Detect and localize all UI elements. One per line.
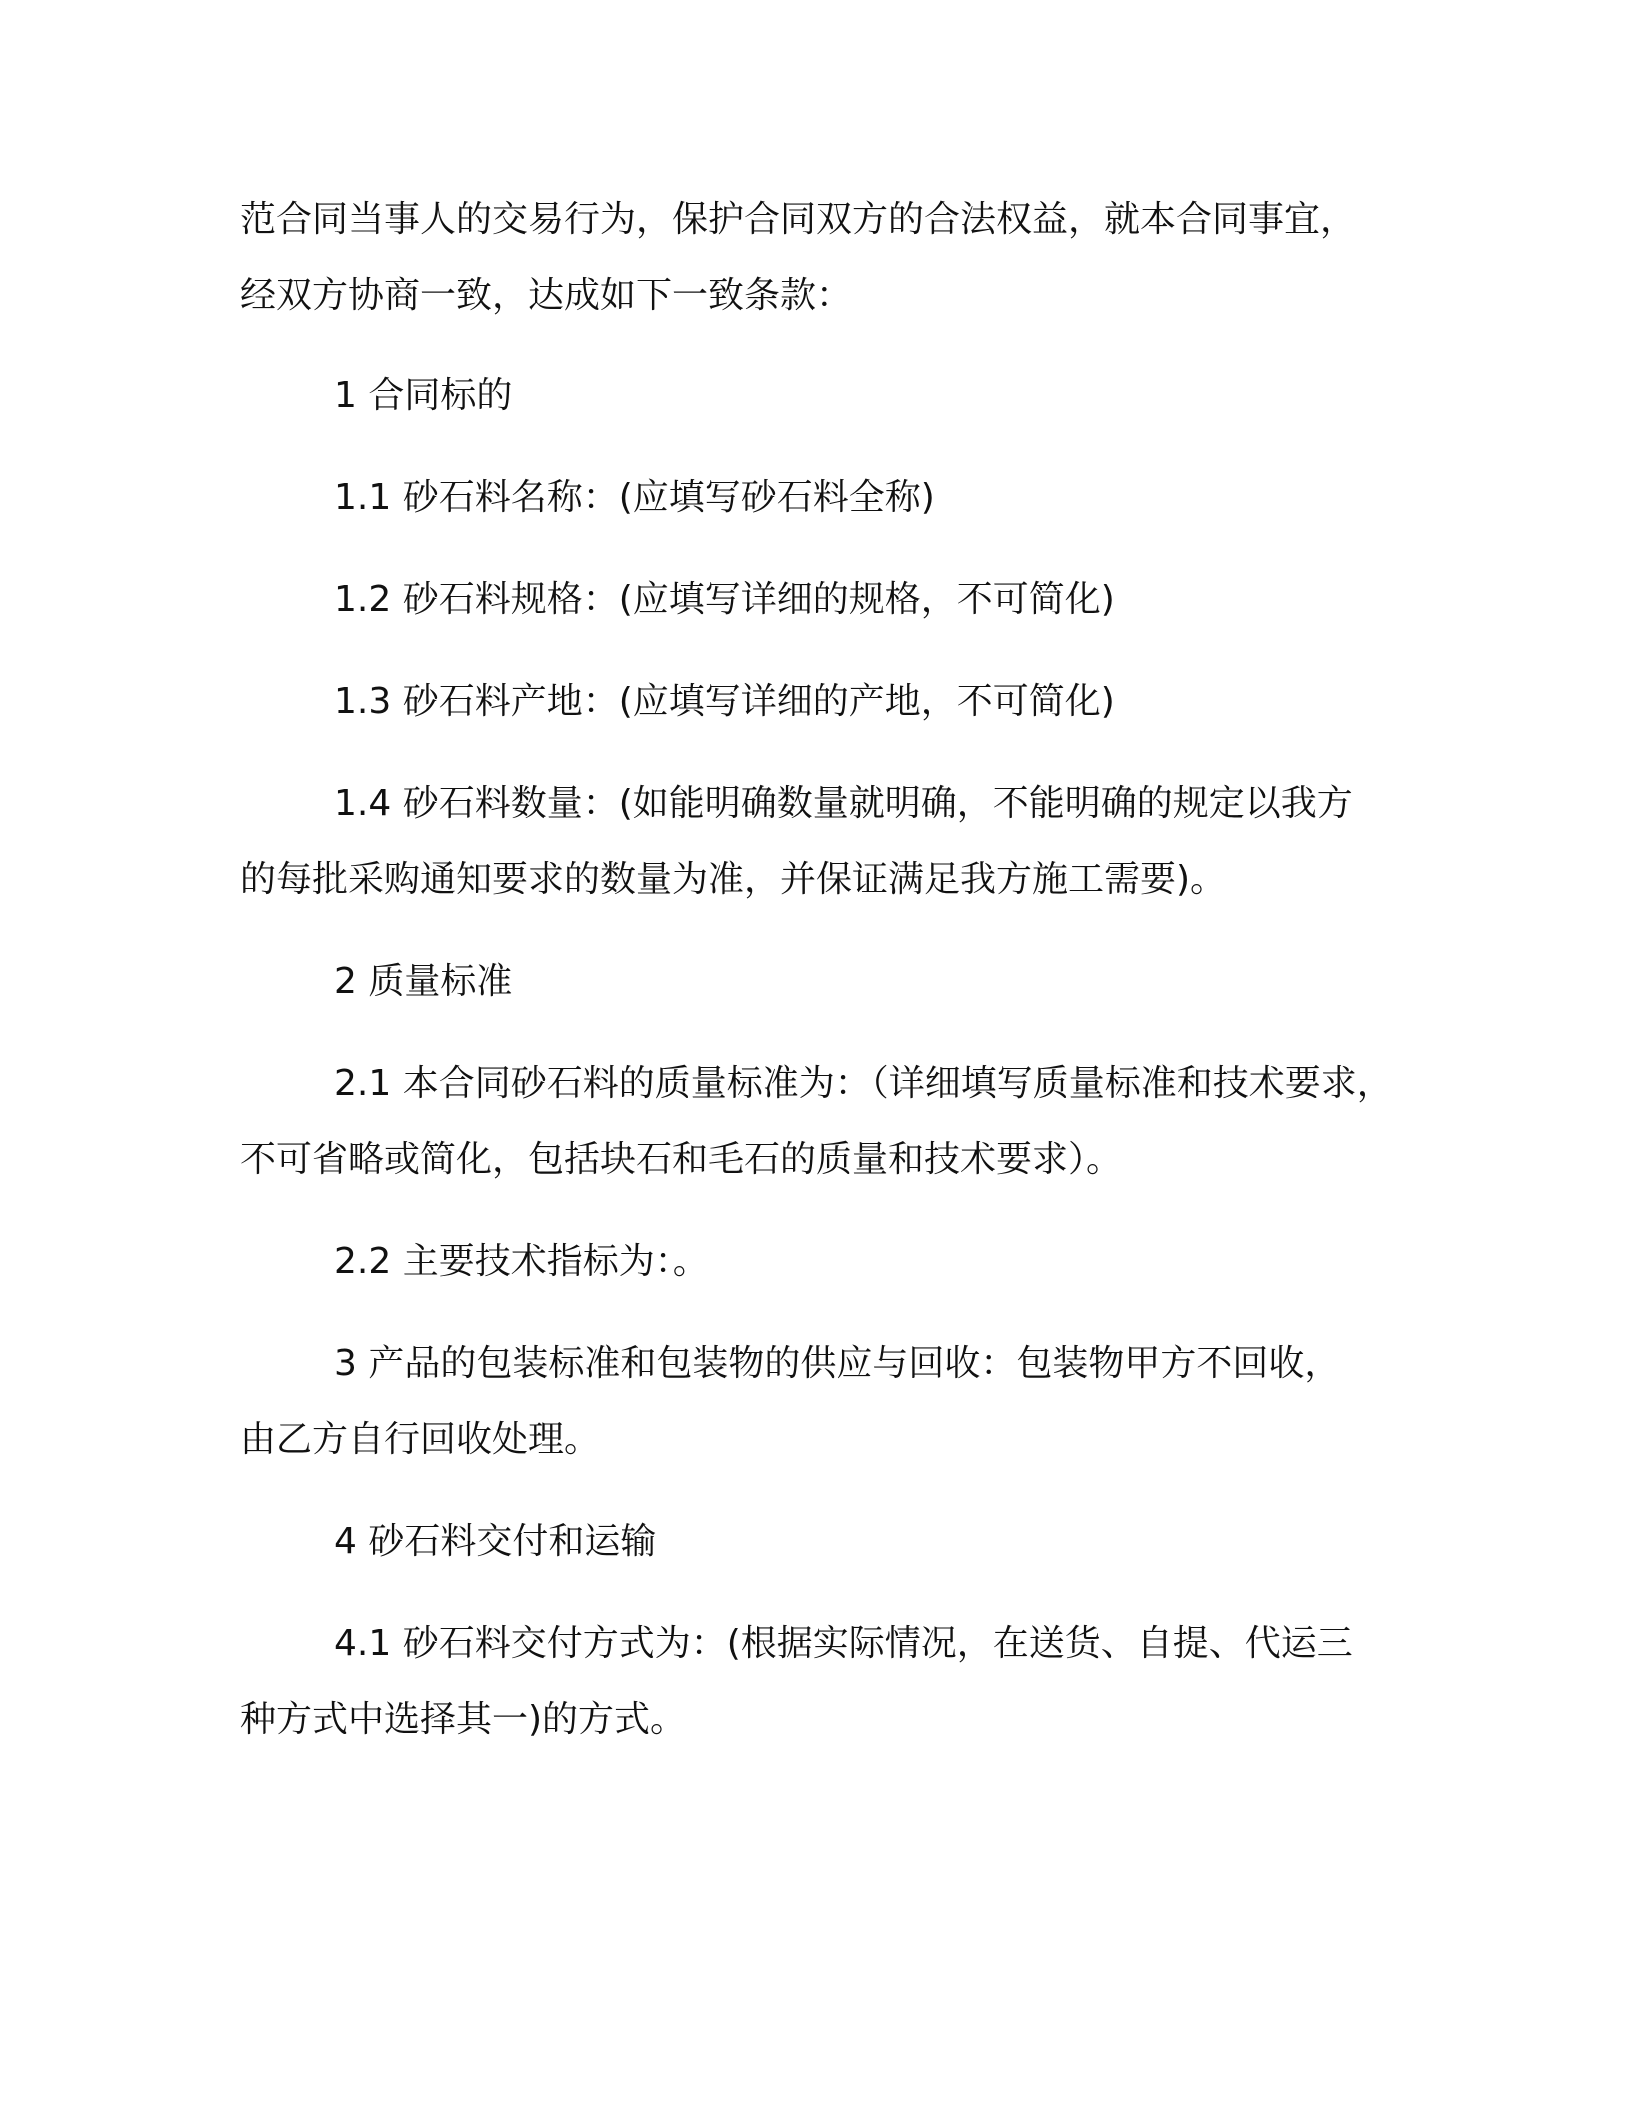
heading-line: 2 质量标准 xyxy=(334,961,513,1002)
clause-1-4 xyxy=(240,766,1410,918)
section-heading-2 xyxy=(240,944,1410,1020)
clause-line: 3 产品的包装标准和包装物的供应与回收：包装物甲方不回收， xyxy=(334,1343,1341,1384)
clause-line: 2.1 本合同砂石料的质量标准为：（详细填写质量标准和技术要求， xyxy=(334,1063,1393,1104)
clause-line: 由乙方自行回收处理。 xyxy=(240,1419,601,1460)
section-3 xyxy=(240,1326,1410,1478)
clause-1-3 xyxy=(240,664,1410,740)
clause-2-2 xyxy=(240,1224,1410,1300)
clause-line: 4.1 砂石料交付方式为：(根据实际情况，在送货、自提、代运三 xyxy=(334,1623,1353,1664)
clause-1-2 xyxy=(240,562,1410,638)
paragraph-line: 经双方协商一致，达成如下一致条款： xyxy=(240,275,853,316)
clause-line: 1.4 砂石料数量：(如能明确数量就明确，不能明确的规定以我方 xyxy=(334,783,1353,824)
clause-line: 种方式中选择其一)的方式。 xyxy=(240,1699,687,1740)
section-heading-4 xyxy=(240,1504,1410,1580)
paragraph-line: 范合同当事人的交易行为，保护合同双方的合法权益，就本合同事宜， xyxy=(240,199,1357,240)
heading-line: 1 合同标的 xyxy=(334,375,513,416)
paragraph-intro xyxy=(240,182,1410,334)
clause-1-1 xyxy=(240,460,1410,536)
clause-line: 不可省略或简化，包括块石和毛石的质量和技术要求）。 xyxy=(240,1139,1123,1180)
section-heading-1 xyxy=(240,358,1410,434)
clause-line: 1.2 砂石料规格：(应填写详细的规格，不可简化) xyxy=(334,579,1115,620)
clause-line: 1.3 砂石料产地：(应填写详细的产地，不可简化) xyxy=(334,681,1115,722)
clause-line: 2.2 主要技术指标为：。 xyxy=(334,1241,709,1282)
heading-line: 4 砂石料交付和运输 xyxy=(334,1521,657,1562)
clause-line: 的每批采购通知要求的数量为准，并保证满足我方施工需要)。 xyxy=(240,859,1227,900)
clause-4-1 xyxy=(240,1606,1410,1758)
clause-line: 1.1 砂石料名称：(应填写砂石料全称) xyxy=(334,477,935,518)
clause-2-1 xyxy=(240,1046,1410,1198)
